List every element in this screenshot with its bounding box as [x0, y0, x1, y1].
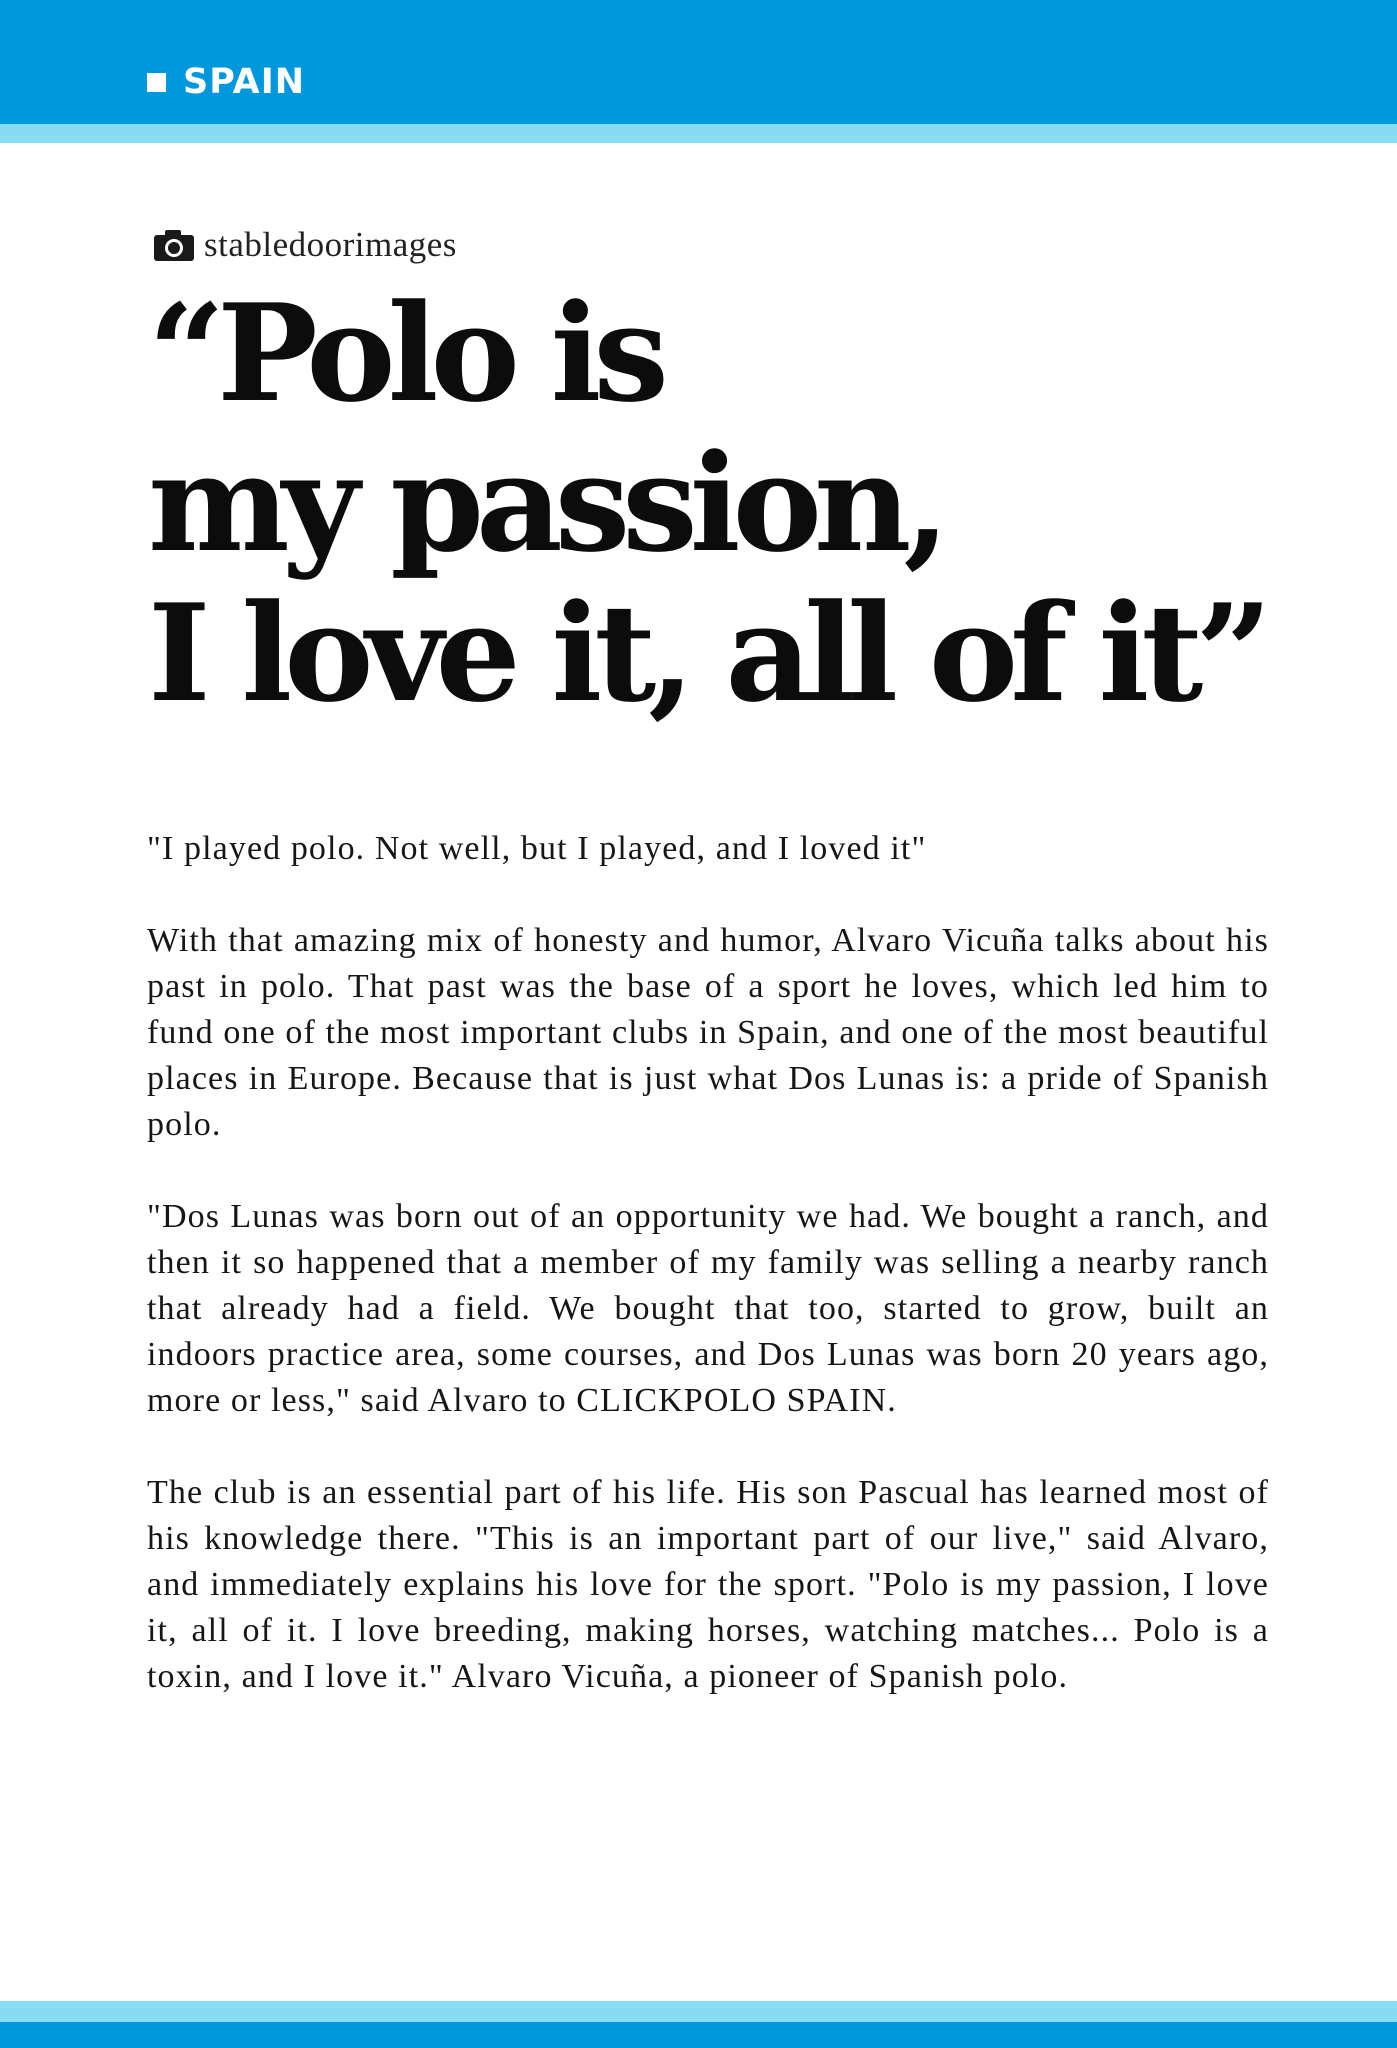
article-body: [147, 826, 1269, 1746]
headline-line: I love it, all of it”: [148, 574, 1265, 732]
footer-bar: [0, 2022, 1397, 2048]
article-paragraph: "I played polo. Not well, but I played, and I loved it": [147, 830, 927, 867]
article-paragraph: "Dos Lunas was born out of an opportunity we had. We bought a ranch, and then it so happened that a member of my family was selling a nearby ranch that already had a field. We bought that too, started to grow, built an indoors practice area, some courses, and Dos Lunas was born 20 years ago, more or less," said Alvaro to CLICKPOLO SPAIN.: [147, 1198, 1269, 1419]
section-marker-icon: [147, 73, 166, 92]
camera-icon: [153, 228, 195, 262]
article-paragraph: With that amazing mix of honesty and humor, Alvaro Vicuña talks about his past in polo. That past was the base of a sport he loves, which led him to fund one of the most important clubs in Spain, and one of the most beautiful places in Europe. Because that is just what Dos Lunas is: a pride of Spanish polo.: [147, 922, 1269, 1143]
photo-credit: [153, 223, 457, 267]
section-label: SPAIN: [183, 62, 306, 102]
headline-line: my passion,: [148, 424, 943, 582]
headline-line: “Polo is: [148, 274, 661, 432]
article-paragraph: The club is an essential part of his life. His son Pascual has learned most of his knowledge there. "This is an important part of our live," said Alvaro, and immediately explains his love for the sport. "Polo is my passion, I love it, all of it. I love breeding, making horses, watching matches... Polo is a toxin, and I love it." Alvaro Vicuña, a pioneer of Spanish polo.: [147, 1474, 1269, 1695]
header-accent-stripe: [0, 124, 1397, 143]
footer-accent-stripe: [0, 2001, 1397, 2022]
headline-quote: [148, 274, 1328, 732]
photo-credit-text: stabledoorimages: [204, 225, 457, 264]
